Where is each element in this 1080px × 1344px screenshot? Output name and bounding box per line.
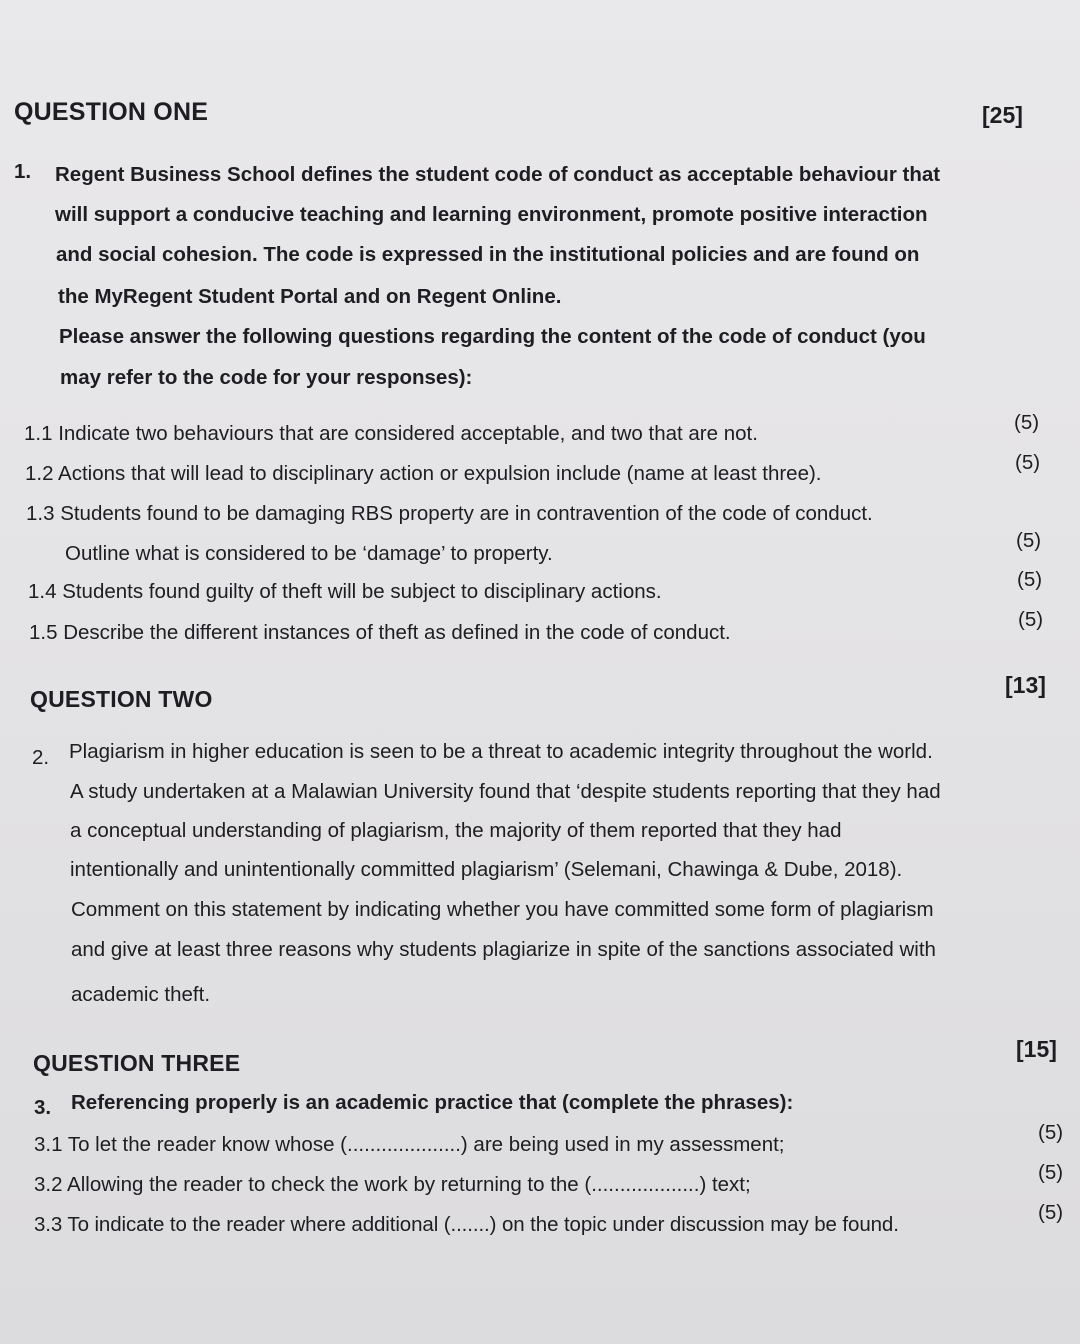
question-two-number: 2. [32, 746, 50, 769]
q3-item-3-1: 3.1 To let the reader know whose (....................) are being used in my assessment; [34, 1133, 785, 1156]
q1-item-1-2-mark: (5) [1015, 451, 1041, 474]
q1-item-1-3-mark: (5) [1016, 529, 1042, 552]
question-one-number: 1. [14, 160, 32, 183]
question-one-heading: QUESTION ONE [14, 98, 209, 126]
q3-item-3-2-mark: (5) [1038, 1161, 1064, 1184]
q1-intro-line-4: the MyRegent Student Portal and on Regent Online. [58, 285, 562, 308]
q2-line-5: Comment on this statement by indicating whether you have committed some form of plagiarism [71, 898, 934, 921]
q1-item-1-5: 1.5 Describe the different instances of theft as defined in the code of conduct. [29, 621, 731, 644]
question-three-number: 3. [34, 1096, 52, 1119]
q1-item-1-1-mark: (5) [1014, 411, 1040, 434]
q1-item-1-3: 1.3 Students found to be damaging RBS property are in contravention of the code of conduct. [26, 502, 873, 525]
q1-item-1-4: 1.4 Students found guilty of theft will be subject to disciplinary actions. [28, 580, 662, 603]
q1-item-1-4-mark: (5) [1017, 568, 1043, 591]
q3-item-3-1-mark: (5) [1038, 1121, 1064, 1144]
q3-prompt: Referencing properly is an academic practice that (complete the phrases): [71, 1091, 794, 1114]
q2-line-4: intentionally and unintentionally committed plagiarism’ (Selemani, Chawinga & Dube, 2018). [70, 858, 903, 881]
q2-line-7: academic theft. [71, 983, 211, 1006]
question-three-total: [15] [1016, 1036, 1057, 1062]
q1-intro-line-3: and social cohesion. The code is expressed in the institutional policies and are found on [56, 243, 920, 266]
q3-item-3-2: 3.2 Allowing the reader to check the work by returning to the (...................) text; [34, 1173, 751, 1196]
q2-line-1: Plagiarism in higher education is seen to be a threat to academic integrity throughout the world. [69, 740, 933, 763]
q1-item-1-3-continued: Outline what is considered to be ‘damage’ to property. [65, 542, 553, 565]
q1-intro-line-5: Please answer the following questions regarding the content of the code of conduct (you [59, 325, 926, 348]
q1-intro-line-6: may refer to the code for your responses): [60, 366, 473, 389]
q1-item-1-5-mark: (5) [1018, 608, 1044, 631]
q3-item-3-3-mark: (5) [1038, 1201, 1064, 1224]
q1-intro-line-1: Regent Business School defines the student code of conduct as acceptable behaviour that [55, 163, 941, 186]
question-two-total: [13] [1005, 672, 1046, 698]
question-two-heading: QUESTION TWO [30, 686, 213, 712]
q2-line-3: a conceptual understanding of plagiarism, the majority of them reported that they had [70, 819, 842, 842]
question-one-total: [25] [982, 102, 1023, 128]
question-three-heading: QUESTION THREE [33, 1050, 241, 1076]
q2-line-6: and give at least three reasons why students plagiarize in spite of the sanctions associated with [71, 938, 936, 961]
q1-item-1-2: 1.2 Actions that will lead to disciplinary action or expulsion include (name at least three). [25, 462, 822, 485]
q1-intro-line-2: will support a conducive teaching and learning environment, promote positive interaction [55, 203, 928, 226]
q3-item-3-3: 3.3 To indicate to the reader where additional (.......) on the topic under discussion may be found. [34, 1213, 899, 1236]
q1-item-1-1: 1.1 Indicate two behaviours that are considered acceptable, and two that are not. [24, 422, 758, 445]
q2-line-2: A study undertaken at a Malawian University found that ‘despite students reporting that they had [70, 780, 941, 803]
